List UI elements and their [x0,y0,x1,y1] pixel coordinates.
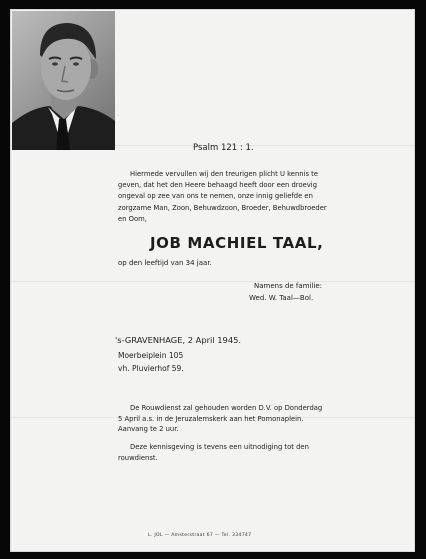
announcement-line: geven, dat het den Heere behaagd heeft door een droevig [118,181,318,190]
service-line: 5 April a.s. in de Jeruzalemskerk aan het Pomonaplein. [118,414,304,423]
family-label: Namens de familie: [254,282,323,290]
printer-footer: L. JOL — Amsterstraat 67 — Tel. 334747 [148,533,252,538]
announcement-line: ongeval op zee van ons te nemen, onze innig geliefde en [118,192,313,201]
invitation-line: rouwdienst. [118,453,158,462]
funeral-notice-card [10,9,415,552]
announcement-text [118,169,327,225]
service-line: De Rouwdienst zal gehouden worden D.V. op Donderdag [130,404,323,412]
announcement-line: zorgzame Man, Zoon, Behuwdzoon, Broeder, Behuwdbroeder [118,203,327,212]
portrait-photo [12,11,115,150]
family-name: Wed. W. Taal—Bol. [249,294,314,302]
paper-fold-line [10,281,415,282]
announcement-line: Hiermede vervullen wij den treurigen plicht U kennis te [130,170,319,178]
invitation-text [118,442,309,463]
address-line: Moerbeiplein 105 [118,351,184,360]
service-text [118,403,322,435]
age-line: op den leeftijd van 34 jaar. [118,259,212,267]
service-line: Aanvang te 2 uur. [118,425,179,433]
deceased-name: JOB MACHIEL TAAL, [150,234,324,252]
psalm-reference: Psalm 121 : 1. [193,143,254,153]
invitation-line: Deze kennisgeving is tevens een uitnodiging tot den [130,443,309,451]
address-line: vh. Pluvierhof 59. [118,364,184,373]
announcement-line: en Oom, [118,214,147,223]
place-date: 's-GRAVENHAGE, 2 April 1945. [115,335,242,345]
